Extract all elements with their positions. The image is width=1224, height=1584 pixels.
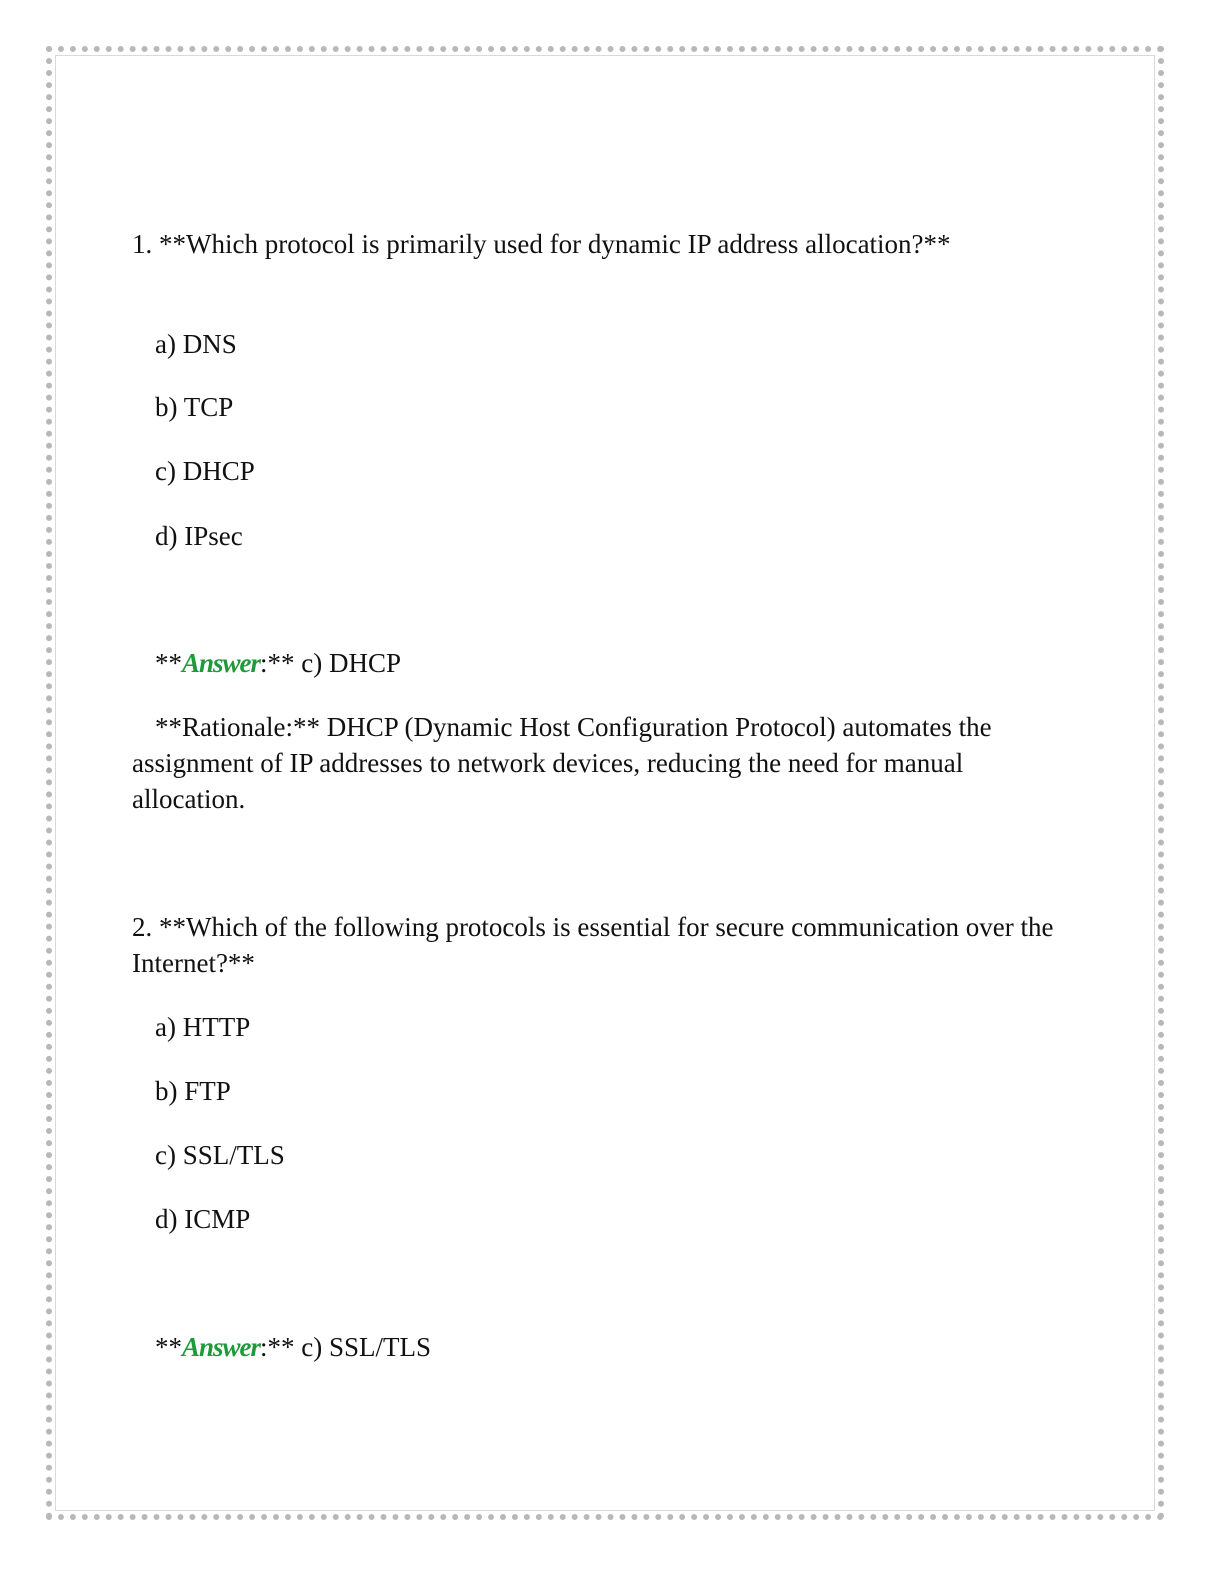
q2-answer-label: Answer [182,1332,261,1362]
q2-option-b: b) FTP [155,1076,231,1106]
question-1-text: 1. **Which protocol is primarily used for dynamic IP address allocation?** [132,229,951,259]
q1-rationale: **Rationale:** DHCP (Dynamic Host Configuration Protocol) automates the assignment of IP addresses to network devices, reducing the need for manual allocation. [132,712,992,814]
question-2-text: 2. **Which of the following protocols is essential for secure communication over the Internet?** [132,912,1054,978]
q1-option-b: b) TCP [155,392,234,422]
q1-answer-label: Answer [182,648,261,678]
q1-answer-value: :** c) DHCP [260,648,402,678]
q2-answer [132,1329,1072,1365]
q2-option-c: c) SSL/TLS [155,1140,285,1170]
q1-answer-prefix: ** [155,648,182,678]
q1-answer [132,645,1072,681]
q1-option-d: d) IPsec [155,521,243,551]
q2-option-d: d) ICMP [155,1204,251,1234]
q2-answer-prefix: ** [155,1332,182,1362]
q2-answer-value: :** c) SSL/TLS [260,1332,432,1362]
q1-option-c: c) DHCP [155,456,255,486]
q1-option-a: a) DNS [155,329,237,359]
q2-option-a: a) HTTP [155,1012,251,1042]
